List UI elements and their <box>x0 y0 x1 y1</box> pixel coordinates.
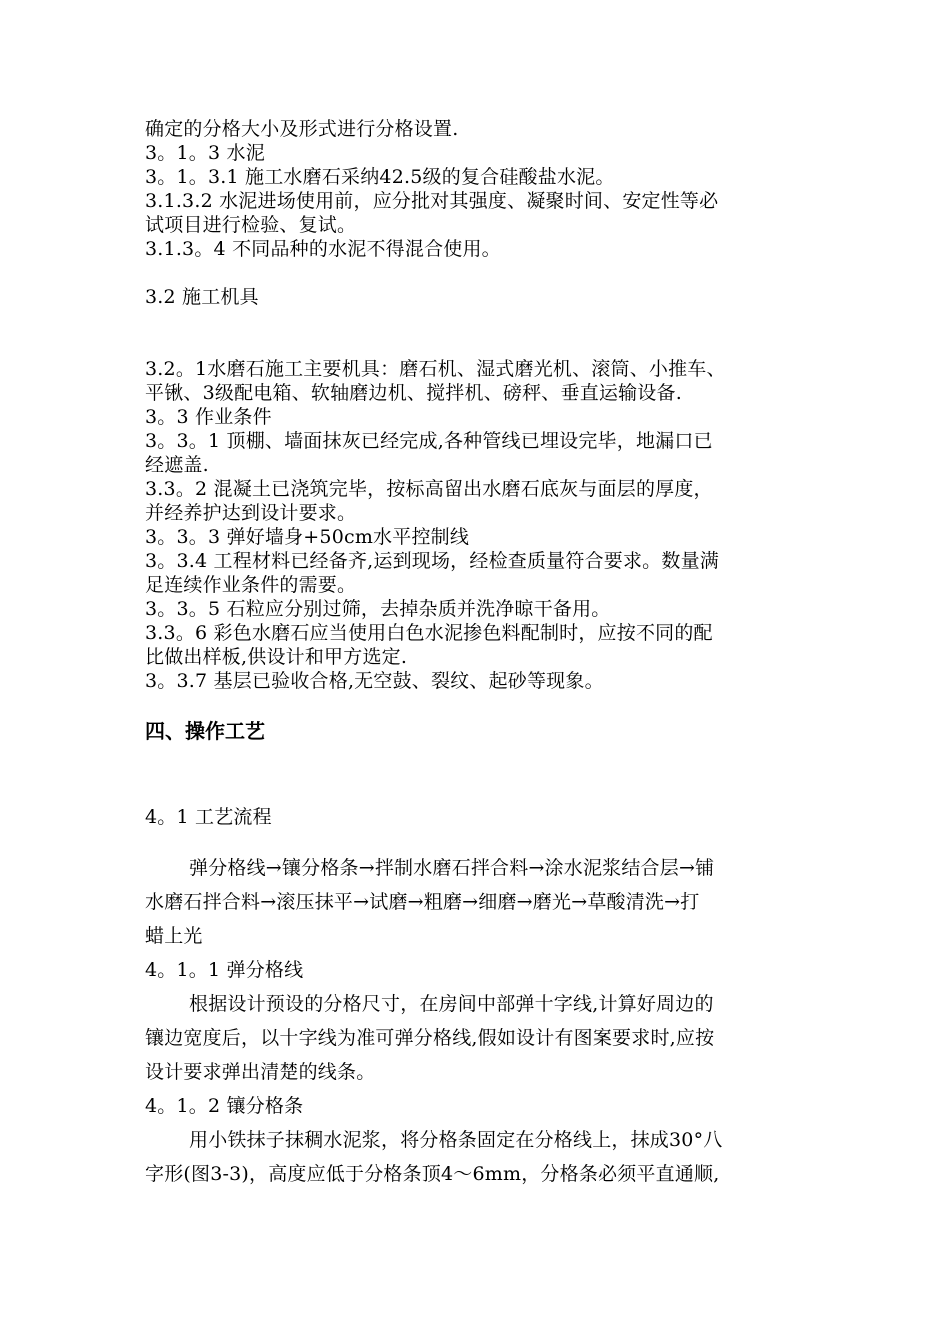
paragraph-line: 用小铁抹子抹稠水泥浆，将分格条固定在分格线上，抹成30°八 <box>189 1129 723 1151</box>
text-line: 3。1。3 水泥 <box>145 142 265 164</box>
text-line: 经遮盖. <box>145 454 209 476</box>
document-page <box>145 117 825 1191</box>
text-line: 比做出样板,供设计和甲方选定. <box>145 646 408 668</box>
flow-line: 弹分格线→镶分格条→拌制水磨石拌合料→涂水泥浆结合层→铺 <box>189 857 715 879</box>
flow-line: 水磨石拌合料→滚压抹平→试磨→粗磨→细磨→磨光→草酸清洗→打 <box>145 891 700 913</box>
spacer <box>145 745 825 781</box>
text-line: 3。3 作业条件 <box>145 406 272 428</box>
paragraph-line: 字形(图3-3)，高度应低于分格条顶4～6mm，分格条必须平直通顺, <box>145 1163 720 1185</box>
text-line: 3。3。5 石粒应分别过筛，去掉杂质并洗净晾干备用。 <box>145 598 611 620</box>
paragraph-line: 设计要求弹出清楚的线条。 <box>145 1061 376 1083</box>
flow-line: 蜡上光 <box>145 925 203 947</box>
paragraph-line: 镶边宽度后，以十字线为准可弹分格线,假如设计有图案要求时,应按 <box>145 1027 715 1049</box>
text-line: 3.1.3。4 不同品种的水泥不得混合使用。 <box>145 238 501 260</box>
subsection-heading-4-1-1: 4。1。1 弹分格线 <box>145 959 304 981</box>
text-line: 确定的分格大小及形式进行分格设置. <box>145 118 459 140</box>
spacer <box>145 333 825 357</box>
text-line: 3。3。1 顶棚、墙面抹灰已经完成,各种管线已埋设完毕，地漏口已 <box>145 430 713 452</box>
text-line: 平锹、3级配电箱、软轴磨边机、搅拌机、磅秤、垂直运输设备. <box>145 382 682 404</box>
spacer <box>145 781 825 805</box>
text-line: 并经养护达到设计要求。 <box>145 502 357 524</box>
text-line: 3.3。6 彩色水磨石应当使用白色水泥掺色料配制时，应按不同的配 <box>145 622 713 644</box>
chapter-heading-4: 四、操作工艺 <box>145 719 265 743</box>
text-line: 3。3。3 弹好墙身+50cm水平控制线 <box>145 526 470 548</box>
spacer <box>145 261 825 285</box>
text-line: 3.3。2 混凝土已浇筑完毕，按标高留出水磨石底灰与面层的厚度， <box>145 478 713 500</box>
text-line: 3。3.4 工程材料已经备齐,运到现场，经检查质量符合要求。数量满 <box>145 550 719 572</box>
text-line: 试项目进行检验、复试。 <box>145 214 357 236</box>
paragraph-line: 根据设计预设的分格尺寸，在房间中部弹十字线,计算好周边的 <box>189 993 714 1015</box>
text-line: 3。1。3.1 施工水磨石采纳42.5级的复合硅酸盐水泥。 <box>145 166 615 188</box>
text-line: 3.2。1水磨石施工主要机具：磨石机、湿式磨光机、滚筒、小推车、 <box>145 358 726 380</box>
text-line: 足连续作业条件的需要。 <box>145 574 357 596</box>
text-line: 3。3.7 基层已验收合格,无空鼓、裂纹、起砂等现象。 <box>145 670 604 692</box>
section-heading-4-1: 4。1 工艺流程 <box>145 806 272 828</box>
spacer <box>145 693 825 717</box>
spacer <box>145 829 825 851</box>
text-line: 3.1.3.2 水泥进场使用前，应分批对其强度、凝聚时间、安定性等必 <box>145 190 719 212</box>
section-heading-3-2: 3.2 施工机具 <box>145 286 259 308</box>
spacer <box>145 309 825 333</box>
subsection-heading-4-1-2: 4。1。2 镶分格条 <box>145 1095 304 1117</box>
